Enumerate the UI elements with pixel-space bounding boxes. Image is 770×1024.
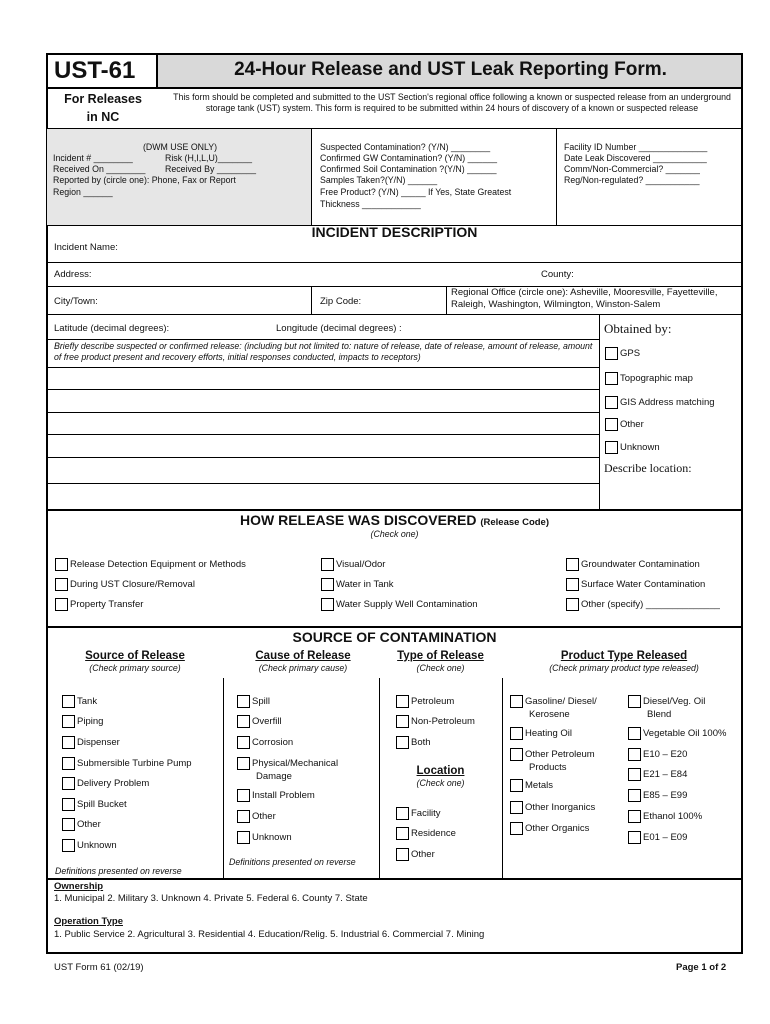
- discovered-property-transfer-option[interactable]: Property Transfer: [55, 598, 143, 611]
- release-description-area[interactable]: [47, 367, 599, 509]
- product-heating-oil-option[interactable]: Heating Oil: [510, 727, 572, 740]
- type-petroleum-option[interactable]: Petroleum: [396, 695, 454, 708]
- checkbox-icon[interactable]: [62, 839, 75, 852]
- discovered-groundwater-option[interactable]: Groundwater Contamination: [566, 558, 700, 571]
- source-piping-option[interactable]: Piping: [62, 715, 103, 728]
- product-e10-e20-option[interactable]: E10 – E20: [628, 748, 687, 761]
- operation-options: 1. Public Service 2. Agricultural 3. Residential 4. Education/Relig. 5. Industrial 6. Commercial 7. Mining: [54, 929, 485, 940]
- product-kerosene-label: Kerosene: [529, 709, 570, 720]
- obtained-topographic-option[interactable]: Topographic map: [605, 372, 693, 385]
- checkbox-icon[interactable]: [628, 748, 641, 761]
- ownership-heading: Ownership: [54, 881, 104, 892]
- county-field[interactable]: County:: [541, 269, 574, 280]
- type-non-petroleum-option[interactable]: Non-Petroleum: [396, 715, 475, 728]
- cause-corrosion-option[interactable]: Corrosion: [237, 736, 293, 749]
- discovered-other-option[interactable]: Other (specify) ______________: [566, 598, 720, 611]
- cause-heading: Cause of Release: [255, 650, 351, 662]
- checkbox-icon[interactable]: [605, 396, 618, 409]
- checkbox-icon[interactable]: [510, 801, 523, 814]
- checkbox-icon[interactable]: [510, 748, 523, 761]
- obtained-other-option[interactable]: Other: [605, 418, 644, 431]
- checkbox-icon[interactable]: [628, 768, 641, 781]
- source-spill-bucket-option[interactable]: Spill Bucket: [62, 798, 127, 811]
- location-residence-option[interactable]: Residence: [396, 827, 456, 840]
- operation-heading: Operation Type: [54, 916, 123, 927]
- latitude-field[interactable]: Latitude (decimal degrees):: [54, 323, 170, 334]
- checkbox-icon[interactable]: [510, 727, 523, 740]
- source-subheading: (Check primary source): [89, 663, 181, 673]
- type-both-option[interactable]: Both: [396, 736, 431, 749]
- checkbox-icon[interactable]: [510, 779, 523, 792]
- cause-install-option[interactable]: Install Problem: [237, 789, 315, 802]
- product-e85-e99-option[interactable]: E85 – E99: [628, 789, 687, 802]
- source-delivery-option[interactable]: Delivery Problem: [62, 777, 149, 790]
- confirmed-gw-field[interactable]: Confirmed GW Contamination? (Y/N) ______: [320, 153, 497, 163]
- checkbox-icon[interactable]: [321, 578, 334, 591]
- checkbox-icon[interactable]: [628, 810, 641, 823]
- location-other-option[interactable]: Other: [396, 848, 435, 861]
- discovered-detection-option[interactable]: Release Detection Equipment or Methods: [55, 558, 246, 571]
- obtained-gps-option[interactable]: GPS: [605, 347, 640, 360]
- incident-name-field[interactable]: Incident Name:: [54, 242, 118, 253]
- checkbox-icon[interactable]: [237, 789, 250, 802]
- received-on-field[interactable]: Received On ________: [53, 164, 146, 174]
- form-id: UST-61: [54, 57, 136, 84]
- checkbox-icon[interactable]: [628, 831, 641, 844]
- risk-field[interactable]: Risk (H,I,L,U)_______: [165, 153, 253, 163]
- product-other-organics-option[interactable]: Other Organics: [510, 822, 589, 835]
- regional-office-field[interactable]: Regional Office (circle one): Asheville, Mooresville, Fayetteville, Raleigh, Washington, Wilmington, Winston-Salem: [451, 287, 718, 310]
- checkbox-icon[interactable]: [237, 715, 250, 728]
- product-diesel-veg-option[interactable]: Diesel/Veg. Oil: [628, 695, 705, 708]
- source-tank-option[interactable]: Tank: [62, 695, 97, 708]
- checkbox-icon[interactable]: [566, 578, 579, 591]
- checkbox-icon[interactable]: [566, 598, 579, 611]
- cause-damage-label: Damage: [256, 771, 292, 782]
- source-other-option[interactable]: Other: [62, 818, 101, 831]
- reported-by-field[interactable]: Reported by (circle one): Phone, Fax or Report: [53, 175, 236, 185]
- checkbox-icon[interactable]: [62, 736, 75, 749]
- type-heading: Type of Release: [397, 650, 484, 662]
- source-unknown-option[interactable]: Unknown: [62, 839, 117, 852]
- checkbox-icon[interactable]: [396, 827, 409, 840]
- checkbox-icon[interactable]: [396, 807, 409, 820]
- checkbox-icon[interactable]: [62, 798, 75, 811]
- in-nc-label: in NC: [86, 110, 120, 124]
- thickness-field[interactable]: Thickness ____________: [320, 199, 421, 209]
- checkbox-icon[interactable]: [237, 810, 250, 823]
- location-facility-option[interactable]: Facility: [396, 807, 441, 820]
- checkbox-icon[interactable]: [396, 715, 409, 728]
- product-subheading: (Check primary product type released): [549, 663, 699, 673]
- checkbox-icon[interactable]: [566, 558, 579, 571]
- product-heading: Product Type Released: [560, 650, 688, 662]
- product-metals-option[interactable]: Metals: [510, 779, 553, 792]
- zip-field[interactable]: Zip Code:: [320, 296, 362, 307]
- ownership-options: 1. Municipal 2. Military 3. Unknown 4. Private 5. Federal 6. County 7. State: [54, 893, 368, 904]
- form-version: UST Form 61 (02/19): [54, 962, 144, 973]
- checkbox-icon[interactable]: [55, 558, 68, 571]
- page-number: Page 1 of 2: [676, 962, 727, 973]
- checkbox-icon[interactable]: [510, 695, 523, 708]
- obtained-unknown-option[interactable]: Unknown: [605, 441, 660, 454]
- form-title: 24-Hour Release and UST Leak Reporting Form.: [234, 59, 667, 80]
- date-leak-field[interactable]: Date Leak Discovered ___________: [564, 153, 707, 163]
- checkbox-icon[interactable]: [55, 598, 68, 611]
- source-stp-option[interactable]: Submersible Turbine Pump: [62, 757, 192, 770]
- source-heading: Source of Release: [85, 650, 185, 662]
- incident-section-title: INCIDENT DESCRIPTION: [311, 224, 478, 240]
- location-heading: Location: [416, 765, 465, 777]
- free-product-field[interactable]: Free Product? (Y/N) _____ If Yes, State Greatest: [320, 187, 512, 197]
- checkbox-icon[interactable]: [62, 695, 75, 708]
- location-subheading: (Check one): [416, 778, 465, 788]
- checkbox-icon[interactable]: [605, 347, 618, 360]
- regulated-field[interactable]: Reg/Non-regulated? ___________: [564, 175, 700, 185]
- checkbox-icon[interactable]: [237, 831, 250, 844]
- source-dispenser-option[interactable]: Dispenser: [62, 736, 120, 749]
- checkbox-icon[interactable]: [396, 695, 409, 708]
- obtained-by-label: Obtained by:: [604, 321, 672, 336]
- product-other-inorganics-option[interactable]: Other Inorganics: [510, 801, 595, 814]
- dwm-heading: (DWM USE ONLY): [142, 142, 218, 152]
- product-vegetable-oil-option[interactable]: Vegetable Oil 100%: [628, 727, 726, 740]
- longitude-field[interactable]: Longitude (decimal degrees) :: [276, 323, 402, 334]
- checkbox-icon[interactable]: [62, 777, 75, 790]
- checkbox-icon[interactable]: [605, 418, 618, 431]
- confirmed-soil-field[interactable]: Confirmed Soil Contamination ?(Y/N) ______: [320, 164, 497, 174]
- checkbox-icon[interactable]: [605, 441, 618, 454]
- checkbox-icon[interactable]: [62, 757, 75, 770]
- checkbox-icon[interactable]: [628, 727, 641, 740]
- product-e01-e09-option[interactable]: E01 – E09: [628, 831, 687, 844]
- type-subheading: (Check one): [416, 663, 465, 673]
- cause-other-option[interactable]: Other: [237, 810, 276, 823]
- for-releases-label: For Releases: [64, 92, 142, 106]
- samples-taken-field[interactable]: Samples Taken?(Y/N) ______: [320, 175, 438, 185]
- discovered-closure-option[interactable]: During UST Closure/Removal: [55, 578, 195, 591]
- cause-definitions-note: Definitions presented on reverse: [229, 857, 356, 867]
- cause-spill-option[interactable]: Spill: [237, 695, 270, 708]
- product-ethanol-option[interactable]: Ethanol 100%: [628, 810, 702, 823]
- received-by-field[interactable]: Received By ________: [165, 164, 256, 174]
- product-gasoline-option[interactable]: Gasoline/ Diesel/: [510, 695, 597, 708]
- discovered-well-contamination-option[interactable]: Water Supply Well Contamination: [321, 598, 478, 611]
- discovered-check-one: (Check one): [370, 529, 419, 539]
- checkbox-icon[interactable]: [396, 848, 409, 861]
- describe-location-field[interactable]: Describe location:: [604, 461, 692, 475]
- discovered-water-in-tank-option[interactable]: Water in Tank: [321, 578, 394, 591]
- checkbox-icon[interactable]: [510, 822, 523, 835]
- incident-number-field[interactable]: Incident # ________: [53, 153, 133, 163]
- product-e21-e84-option[interactable]: E21 – E84: [628, 768, 687, 781]
- release-description-label: Briefly describe suspected or confirmed release: (including but not limited to: nature of release, date of release, amount of release, amount of free product present and recovery efforts, initial responses conducted, impacts to receptors): [54, 341, 593, 362]
- discovered-visual-odor-option[interactable]: Visual/Odor: [321, 558, 385, 571]
- discovered-surface-water-option[interactable]: Surface Water Contamination: [566, 578, 705, 591]
- checkbox-icon[interactable]: [62, 715, 75, 728]
- release-code-label: (Release Code): [480, 517, 549, 528]
- cause-physical-option[interactable]: Physical/Mechanical: [237, 757, 338, 770]
- address-field[interactable]: Address:: [54, 269, 92, 280]
- checkbox-icon[interactable]: [55, 578, 68, 591]
- checkbox-icon[interactable]: [628, 789, 641, 802]
- checkbox-icon[interactable]: [628, 695, 641, 708]
- product-other-petroleum-option[interactable]: Other Petroleum: [510, 748, 595, 761]
- checkbox-icon[interactable]: [396, 736, 409, 749]
- cause-unknown-option[interactable]: Unknown: [237, 831, 292, 844]
- commercial-field[interactable]: Comm/Non-Commercial? _______: [564, 164, 700, 174]
- region-field[interactable]: Region ______: [53, 187, 113, 197]
- checkbox-icon[interactable]: [62, 818, 75, 831]
- obtained-gis-option[interactable]: GIS Address matching: [605, 396, 715, 409]
- checkbox-icon[interactable]: [237, 757, 250, 770]
- checkbox-icon[interactable]: [605, 372, 618, 385]
- checkbox-icon[interactable]: [321, 598, 334, 611]
- product-products-label: Products: [529, 762, 567, 773]
- cause-subheading: (Check primary cause): [258, 663, 348, 673]
- discovered-heading: HOW RELEASE WAS DISCOVERED: [240, 512, 477, 528]
- source-definitions-note: Definitions presented on reverse: [55, 866, 182, 876]
- city-field[interactable]: City/Town:: [54, 296, 98, 307]
- source-section-title: SOURCE OF CONTAMINATION: [292, 629, 497, 645]
- product-blend-label: Blend: [647, 709, 672, 720]
- facility-id-field[interactable]: Facility ID Number ______________: [564, 142, 708, 152]
- checkbox-icon[interactable]: [237, 695, 250, 708]
- form-instruction: This form should be completed and submitted to the UST Section's regional office following a known or suspected release from an underground storage tank (UST) system. This form is required to be submitted within 24 hours of discovery of a known or suspected release: [173, 92, 731, 113]
- cause-overfill-option[interactable]: Overfill: [237, 715, 282, 728]
- checkbox-icon[interactable]: [321, 558, 334, 571]
- checkbox-icon[interactable]: [237, 736, 250, 749]
- suspected-contamination-field[interactable]: Suspected Contamination? (Y/N) ________: [320, 142, 491, 152]
